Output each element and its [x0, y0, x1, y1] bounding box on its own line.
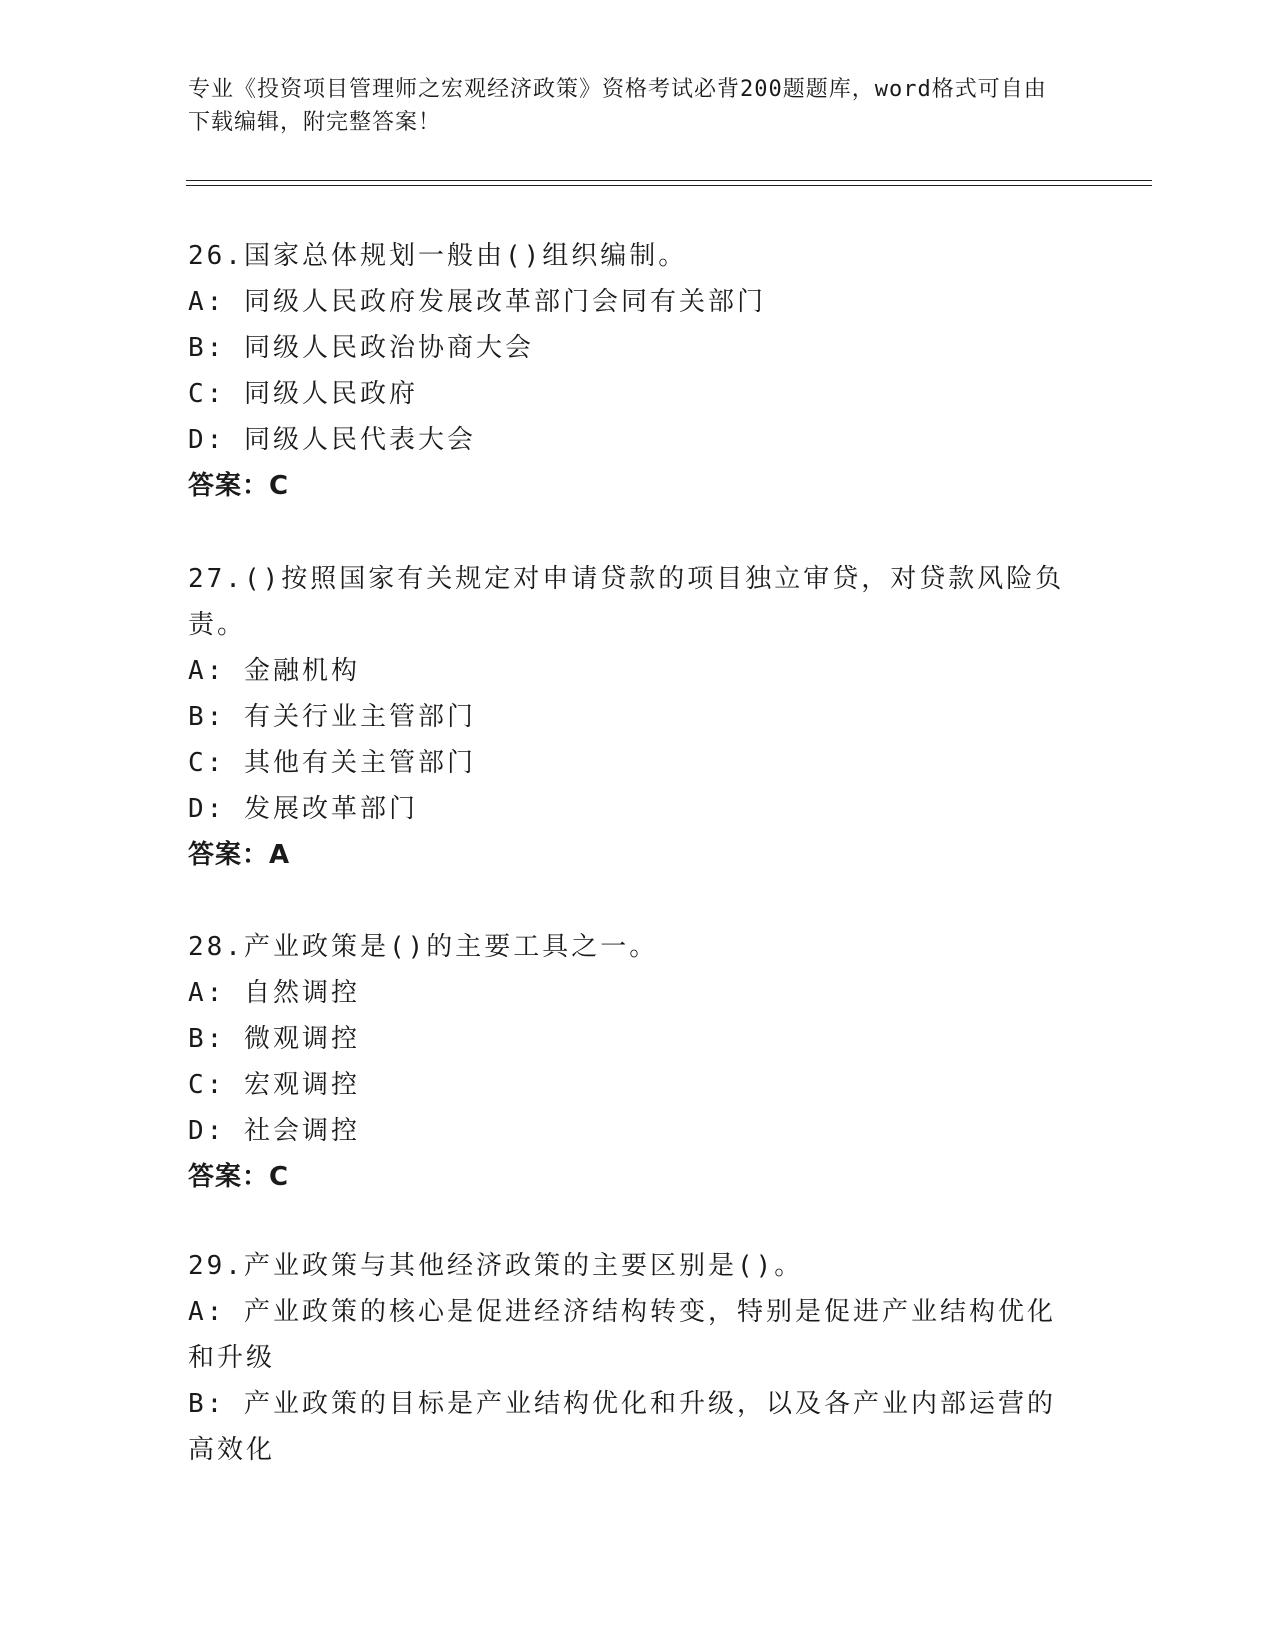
option-b: B: 有关行业主管部门: [188, 702, 476, 732]
question-29: [188, 1243, 1068, 1473]
option-d: D: 社会调控: [188, 1116, 360, 1146]
answer: 答案：A: [188, 840, 291, 870]
header-divider-top: [186, 180, 1152, 181]
header-divider-bottom: [186, 185, 1152, 186]
option-a: A: 同级人民政府发展改革部门会同有关部门: [188, 287, 766, 317]
question-stem: 28.产业政策是()的主要工具之一。: [188, 932, 659, 962]
question-stem: 27.()按照国家有关规定对申请贷款的项目独立审贷，对贷款风险负责。: [188, 564, 1065, 640]
question-27: [188, 556, 1068, 878]
question-stem: 29.产业政策与其他经济政策的主要区别是()。: [188, 1251, 804, 1281]
option-b: B: 同级人民政治协商大会: [188, 333, 534, 363]
option-a: A: 自然调控: [188, 978, 360, 1008]
question-stem: 26.国家总体规划一般由()组织编制。: [188, 241, 688, 271]
option-c: C: 同级人民政府: [188, 379, 418, 409]
option-b: B: 产业政策的目标是产业结构优化和升级，以及各产业内部运营的高效化: [188, 1389, 1056, 1465]
question-28: [188, 924, 1068, 1200]
option-d: D: 发展改革部门: [188, 794, 418, 824]
answer: 答案：C: [188, 1162, 290, 1192]
question-26: [188, 233, 1068, 509]
option-c: C: 其他有关主管部门: [188, 748, 476, 778]
option-a: A: 产业政策的核心是促进经济结构转变，特别是促进产业结构优化和升级: [188, 1297, 1056, 1373]
option-b: B: 微观调控: [188, 1024, 360, 1054]
option-c: C: 宏观调控: [188, 1070, 360, 1100]
answer: 答案：C: [188, 471, 290, 501]
document-header: 专业《投资项目管理师之宏观经济政策》资格考试必背200题题库，word格式可自由下载编辑，附完整答案！: [188, 77, 1047, 135]
option-a: A: 金融机构: [188, 656, 360, 686]
option-d: D: 同级人民代表大会: [188, 425, 476, 455]
